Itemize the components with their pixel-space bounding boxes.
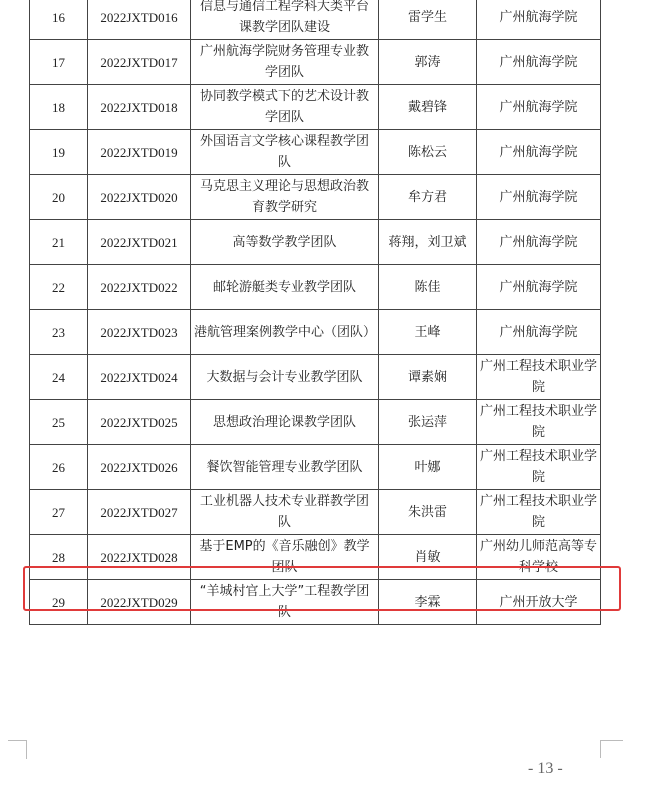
table-row: [30, 580, 601, 625]
project-code-cell: 2022JXTD022: [88, 265, 191, 310]
row-number-cell: 26: [30, 445, 88, 490]
school-cell: 广州航海学院: [477, 130, 601, 175]
table-row: [30, 0, 601, 40]
page-number: - 13 -: [528, 760, 563, 777]
row-number-cell: 28: [30, 535, 88, 580]
leader-cell: 王峰: [379, 310, 477, 355]
table-row: [30, 175, 601, 220]
row-number-cell: 20: [30, 175, 88, 220]
school-cell: 广州工程技术职业学院: [477, 445, 601, 490]
school-cell: 广州航海学院: [477, 310, 601, 355]
project-code-cell: 2022JXTD026: [88, 445, 191, 490]
team-name-cell: 基于EMP的《音乐融创》教学团队: [191, 535, 379, 580]
leader-cell: 谭素娴: [379, 355, 477, 400]
row-number-cell: 17: [30, 40, 88, 85]
project-code-cell: 2022JXTD028: [88, 535, 191, 580]
project-code-cell: 2022JXTD019: [88, 130, 191, 175]
project-code-cell: 2022JXTD029: [88, 580, 191, 625]
page-corner-mark-right: [600, 740, 619, 758]
project-code-cell: 2022JXTD021: [88, 220, 191, 265]
leader-cell: 陈松云: [379, 130, 477, 175]
school-cell: 广州工程技术职业学院: [477, 490, 601, 535]
team-name-cell: “羊城村官上大学”工程教学团队: [191, 580, 379, 625]
school-cell: 广州航海学院: [477, 175, 601, 220]
project-code-cell: 2022JXTD024: [88, 355, 191, 400]
school-cell: 广州航海学院: [477, 265, 601, 310]
table-row: [30, 445, 601, 490]
project-code-cell: 2022JXTD018: [88, 85, 191, 130]
school-cell: 广州工程技术职业学院: [477, 355, 601, 400]
leader-cell: 雷学生: [379, 0, 477, 40]
team-name-cell: 邮轮游艇类专业教学团队: [191, 265, 379, 310]
teaching-team-table: [29, 0, 601, 625]
leader-cell: 戴碧锋: [379, 85, 477, 130]
row-number-cell: 21: [30, 220, 88, 265]
school-cell: 广州航海学院: [477, 85, 601, 130]
team-name-cell: 信息与通信工程学科大类平台课教学团队建设: [191, 0, 379, 40]
leader-cell: 李霖: [379, 580, 477, 625]
leader-cell: 陈佳: [379, 265, 477, 310]
project-code-cell: 2022JXTD016: [88, 0, 191, 40]
row-number-cell: 22: [30, 265, 88, 310]
school-cell: 广州航海学院: [477, 220, 601, 265]
table-row: [30, 310, 601, 355]
table-row: [30, 265, 601, 310]
table-body: [30, 0, 601, 625]
table-row: [30, 220, 601, 265]
row-number-cell: 16: [30, 0, 88, 40]
team-name-cell: 协同教学模式下的艺术设计教学团队: [191, 85, 379, 130]
table-row: [30, 535, 601, 580]
team-name-cell: 马克思主义理论与思想政治教育教学研究: [191, 175, 379, 220]
leader-cell: 朱洪雷: [379, 490, 477, 535]
team-name-cell: 广州航海学院财务管理专业教学团队: [191, 40, 379, 85]
project-code-cell: 2022JXTD020: [88, 175, 191, 220]
row-number-cell: 27: [30, 490, 88, 535]
project-code-cell: 2022JXTD025: [88, 400, 191, 445]
team-name-cell: 大数据与会计专业教学团队: [191, 355, 379, 400]
school-cell: 广州开放大学: [477, 580, 601, 625]
row-number-cell: 18: [30, 85, 88, 130]
leader-cell: 张运萍: [379, 400, 477, 445]
leader-cell: 肖敏: [379, 535, 477, 580]
leader-cell: 牟方君: [379, 175, 477, 220]
team-name-cell: 港航管理案例教学中心（团队）: [191, 310, 379, 355]
row-number-cell: 19: [30, 130, 88, 175]
row-number-cell: 29: [30, 580, 88, 625]
team-name-cell: 工业机器人技术专业群教学团队: [191, 490, 379, 535]
row-number-cell: 23: [30, 310, 88, 355]
page-corner-mark-left: [8, 740, 27, 759]
table-row: [30, 130, 601, 175]
team-name-cell: 餐饮智能管理专业教学团队: [191, 445, 379, 490]
school-cell: 广州幼儿师范高等专科学校: [477, 535, 601, 580]
table-row: [30, 85, 601, 130]
table-row: [30, 40, 601, 85]
leader-cell: 蒋翔，刘卫斌: [379, 220, 477, 265]
team-name-cell: 思想政治理论课教学团队: [191, 400, 379, 445]
table-row: [30, 400, 601, 445]
row-number-cell: 24: [30, 355, 88, 400]
team-name-cell: 高等数学教学团队: [191, 220, 379, 265]
project-code-cell: 2022JXTD017: [88, 40, 191, 85]
school-cell: 广州航海学院: [477, 40, 601, 85]
leader-cell: 郭涛: [379, 40, 477, 85]
project-code-cell: 2022JXTD027: [88, 490, 191, 535]
table-row: [30, 355, 601, 400]
table-row: [30, 490, 601, 535]
project-code-cell: 2022JXTD023: [88, 310, 191, 355]
school-cell: 广州工程技术职业学院: [477, 400, 601, 445]
school-cell: 广州航海学院: [477, 0, 601, 40]
row-number-cell: 25: [30, 400, 88, 445]
leader-cell: 叶娜: [379, 445, 477, 490]
team-name-cell: 外国语言文学核心课程教学团队: [191, 130, 379, 175]
